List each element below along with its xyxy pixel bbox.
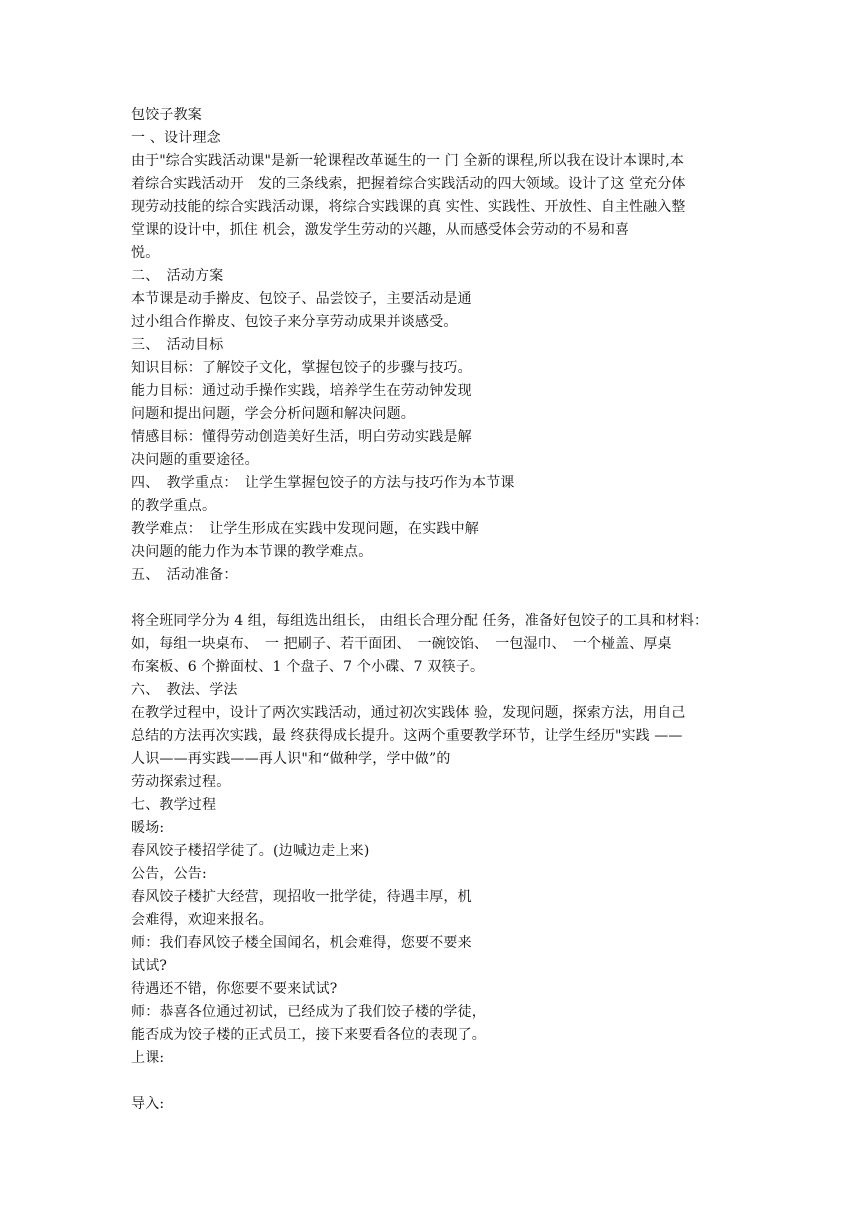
blank-line <box>131 587 741 610</box>
paragraph-line: 过小组合作擀皮、包饺子来分享劳动成果并谈感受。 <box>131 314 458 330</box>
paragraph-line: 堂课的设计中，抓住 机会，激发学生劳动的兴趣，从而感受体会劳动的不易和喜 <box>131 222 630 238</box>
paragraph-line: 悦。 <box>131 245 160 261</box>
paragraph-line: 能否成为饺子楼的正式员工，接下来要看各位的表现了。 <box>131 1027 486 1043</box>
paragraph-line: 现劳动技能的综合实践活动课，将综合实践课的真 实性、实践性、开放性、自主性融入整 <box>131 199 686 215</box>
paragraph-line: 待遇还不错，你您要不要来试试? <box>131 981 338 997</box>
paragraph-line: 上课: <box>131 1050 165 1066</box>
paragraph-line: 总结的方法再次实践，最 终获得成长提升。这两个重要教学环节，让学生经历"实践 —— <box>131 728 683 744</box>
paragraph-line: 布案板、6 个擀面杖、1 个盘子、7 个小碟、7 双筷子。 <box>131 659 485 675</box>
paragraph-line: 会难得，欢迎来报名。 <box>131 912 273 928</box>
paragraph-line: 劳动探索过程。 <box>131 774 231 790</box>
paragraph-line: 试试? <box>131 958 168 974</box>
paragraph-line: 在教学过程中，设计了两次实践活动，通过初次实践体 验，发现问题，探索方法，用自己 <box>131 705 686 721</box>
blank-line <box>131 1070 741 1093</box>
paragraph-line: 教学难点： 让学生形成在实践中发现问题，在实践中解 <box>131 521 479 537</box>
paragraph-line: 将全班同学分为 4 组，每组选出组长， 由组长合理分配 任务，准备好包饺子的工具和材料： <box>131 613 709 629</box>
paragraph-line: 暖场: <box>131 820 165 836</box>
paragraph-line: 导入: <box>131 1096 165 1112</box>
paragraph-line: 由于"综合实践活动课"是新一轮课程改革诞生的一 门 全新的课程,所以我在设计本课时,本 <box>131 153 684 169</box>
paragraph-line: 知识目标：了解饺子文化，掌握包饺子的步骤与技巧。 <box>131 360 472 376</box>
section-heading-7: 七、教学过程 <box>131 797 217 813</box>
paragraph-line: 情感目标：懂得劳动创造美好生活，明白劳动实践是解 <box>131 429 472 445</box>
section-heading-2: 二、 活动方案 <box>131 268 224 284</box>
section-heading-1: 一 、设计理念 <box>131 130 221 146</box>
document-page <box>131 104 741 1116</box>
paragraph-line: 着综合实践活动开 发的三条线索，把握着综合实践活动的四大领域。设计了这 堂充分体 <box>131 176 686 192</box>
section-heading-6: 六、 教法、学法 <box>131 682 238 698</box>
document-title: 包饺子教案 <box>131 107 202 123</box>
paragraph-line: 师：我们春风饺子楼全国闻名，机会难得，您要不要来 <box>131 935 472 951</box>
paragraph-line: 能力目标：通过动手操作实践，培养学生在劳动钟发现 <box>131 383 472 399</box>
paragraph-line: 的教学重点。 <box>131 498 217 514</box>
paragraph-line: 人识——再实践——再人识"和“做种学，学中做”的 <box>131 751 451 767</box>
paragraph-line: 本节课是动手擀皮、包饺子、品尝饺子，主要活动是通 <box>131 291 472 307</box>
paragraph-line: 决问题的能力作为本节课的教学难点。 <box>131 544 373 560</box>
section-heading-3: 三、 活动目标 <box>131 337 224 353</box>
paragraph-line: 决问题的重要途径。 <box>131 452 259 468</box>
paragraph-line: 如，每组一块桌布、 一 把刷子、若干面团、 一碗饺馅、 一包湿巾、 一个椪盖、厚桌 <box>131 636 672 652</box>
section-heading-4: 四、 教学重点： 让学生掌握包饺子的方法与技巧作为本节课 <box>131 475 515 491</box>
section-heading-5: 五、 活动准备： <box>131 567 238 583</box>
paragraph-line: 春风饺子楼扩大经营，现招收一批学徒，待遇丰厚，机 <box>131 889 472 905</box>
paragraph-line: 春风饺子楼招学徒了。(边喊边走上来) <box>131 843 370 859</box>
paragraph-line: 问题和提出问题，学会分析问题和解决问题。 <box>131 406 415 422</box>
paragraph-line: 公告，公告: <box>131 866 207 882</box>
paragraph-line: 师：恭喜各位通过初试，已经成为了我们饺子楼的学徒， <box>131 1004 486 1020</box>
